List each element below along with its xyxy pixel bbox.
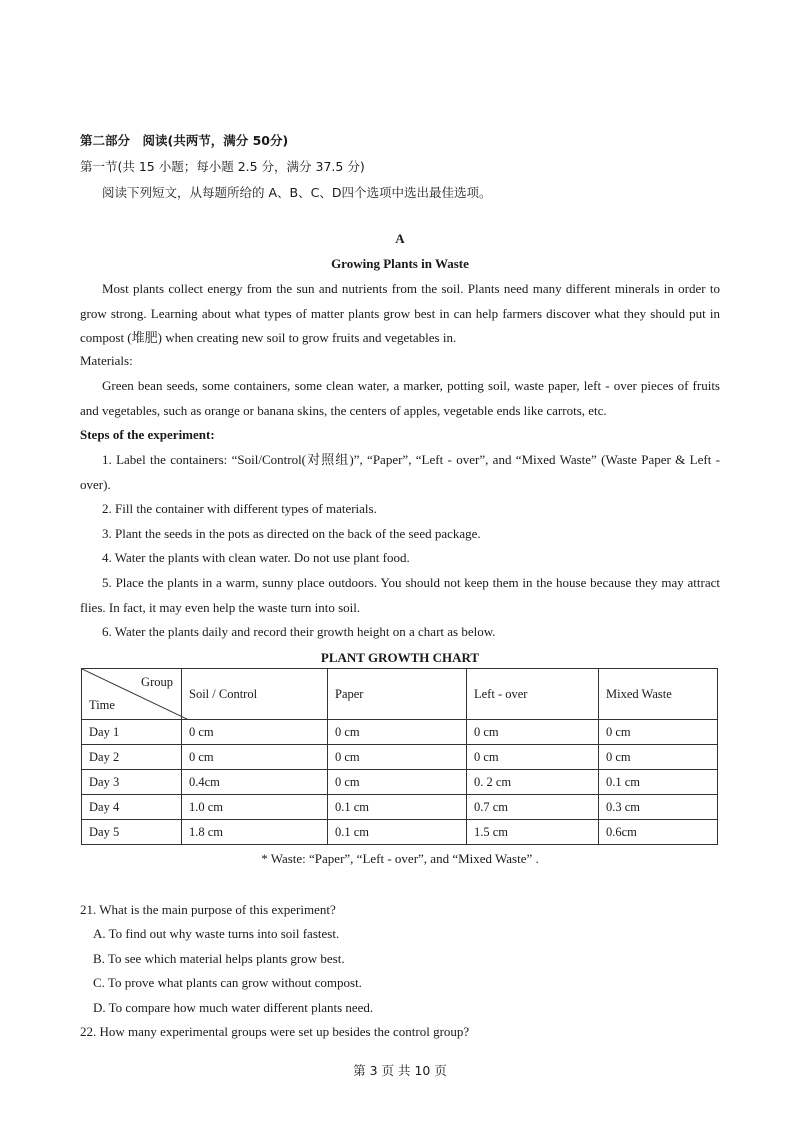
step-5 [80, 571, 720, 620]
table-cell: 0 cm [182, 720, 328, 745]
table-row [82, 720, 718, 745]
question-21-option-b: B. To see which material helps plants grow best. [93, 951, 345, 966]
table-cell: 0 cm [467, 745, 599, 770]
table-row [82, 770, 718, 795]
step-6 [80, 620, 720, 645]
table-cell: 1.5 cm [467, 820, 599, 845]
table-title: PLANT GROWTH CHART [320, 650, 480, 665]
question-21-stem: 21. What is the main purpose of this experiment? [80, 902, 336, 917]
column-header: Soil / Control [182, 669, 328, 720]
step-2 [80, 497, 720, 522]
step-4 [80, 546, 720, 571]
table-cell: 0 cm [599, 720, 718, 745]
step-3 [80, 522, 720, 547]
part-title: 第二部分 阅读(共两节，满分 50分) [80, 133, 289, 148]
plant-growth-table [81, 668, 718, 845]
corner-group-label: Group [141, 675, 173, 689]
table-cell: 0.3 cm [599, 795, 718, 820]
instruction: 阅读下列短文，从每题所给的 A、B、C、D四个选项中选出最佳选项。 [102, 185, 492, 200]
column-header: Left - over [467, 669, 599, 720]
column-header: Paper [328, 669, 467, 720]
table-cell: 0.1 cm [599, 770, 718, 795]
table-cell: 0 cm [467, 720, 599, 745]
question-21-option-a: A. To find out why waste turns into soil fastest. [93, 926, 340, 941]
materials-label: Materials: [80, 353, 133, 368]
table-row [82, 820, 718, 845]
table-cell: 0.1 cm [328, 795, 467, 820]
passage-intro [80, 277, 720, 351]
table-cell: 0.4cm [182, 770, 328, 795]
step-1 [80, 448, 720, 497]
table-cell: 0 cm [328, 720, 467, 745]
table-note: * Waste: “Paper”, “Left - over”, and “Mixed Waste” . [261, 851, 539, 866]
table-cell: 0.6cm [599, 820, 718, 845]
table-cell: 0. 2 cm [467, 770, 599, 795]
table-cell: 0 cm [182, 745, 328, 770]
table-cell: 0.7 cm [467, 795, 599, 820]
table-row [82, 745, 718, 770]
passage-intro-text: Most plants collect energy from the sun and nutrients from the soil. Plants need many different minerals in order to grow strong. Learning about what types of matter plants grow best in can help farmers discover what they should put in compost (堆肥) when creating new soil to grow fruits and vegetables in. [80, 281, 720, 345]
step-4-text: 4. Water the plants with clean water. Do not use plant food. [102, 550, 410, 565]
row-day-label: Day 3 [82, 770, 182, 795]
sub-title: 第一节(共 15 小题；每小题 2.5 分，满分 37.5 分) [80, 159, 365, 174]
question-21-option-d: D. To compare how much water different plants need. [93, 1000, 374, 1015]
table-cell: 0 cm [599, 745, 718, 770]
table-cell: 0 cm [328, 770, 467, 795]
question-21-option-c: C. To prove what plants can grow without compost. [93, 975, 362, 990]
step-5-text: 5. Place the plants in a warm, sunny place outdoors. You should not keep them in the house because they may attract flies. In fact, it may even help the waste turn into soil. [80, 575, 720, 615]
passage-letter: A [395, 231, 405, 246]
step-6-text: 6. Water the plants daily and record their growth height on a chart as below. [102, 624, 496, 639]
row-day-label: Day 2 [82, 745, 182, 770]
steps-label: Steps of the experiment: [80, 427, 215, 442]
table-cell: 0 cm [328, 745, 467, 770]
passage-title: Growing Plants in Waste [331, 256, 469, 271]
page-footer: 第 3 页 共 10 页 [353, 1063, 447, 1078]
row-day-label: Day 1 [82, 720, 182, 745]
table-cell: 0.1 cm [328, 820, 467, 845]
column-header: Mixed Waste [599, 669, 718, 720]
table-header-row [82, 669, 718, 720]
table-cell: 1.8 cm [182, 820, 328, 845]
corner-time-label: Time [89, 698, 115, 712]
materials-paragraph [80, 374, 720, 423]
table-corner-cell [82, 669, 182, 720]
row-day-label: Day 5 [82, 820, 182, 845]
question-22-stem: 22. How many experimental groups were set up besides the control group? [80, 1024, 470, 1039]
materials-text: Green bean seeds, some containers, some clean water, a marker, potting soil, waste paper, left - over pieces of fruits and vegetables, such as orange or banana skins, the centers of apples, vegetable ends like carrots, etc. [80, 378, 720, 418]
step-3-text: 3. Plant the seeds in the pots as directed on the back of the seed package. [102, 526, 481, 541]
table-cell: 1.0 cm [182, 795, 328, 820]
table-row [82, 795, 718, 820]
step-2-text: 2. Fill the container with different types of materials. [102, 501, 377, 516]
step-1-text: 1. Label the containers: “Soil/Control(对照组)”, “Paper”, “Left - over”, and “Mixed Waste” (Waste Paper & Left - over). [80, 452, 720, 492]
row-day-label: Day 4 [82, 795, 182, 820]
